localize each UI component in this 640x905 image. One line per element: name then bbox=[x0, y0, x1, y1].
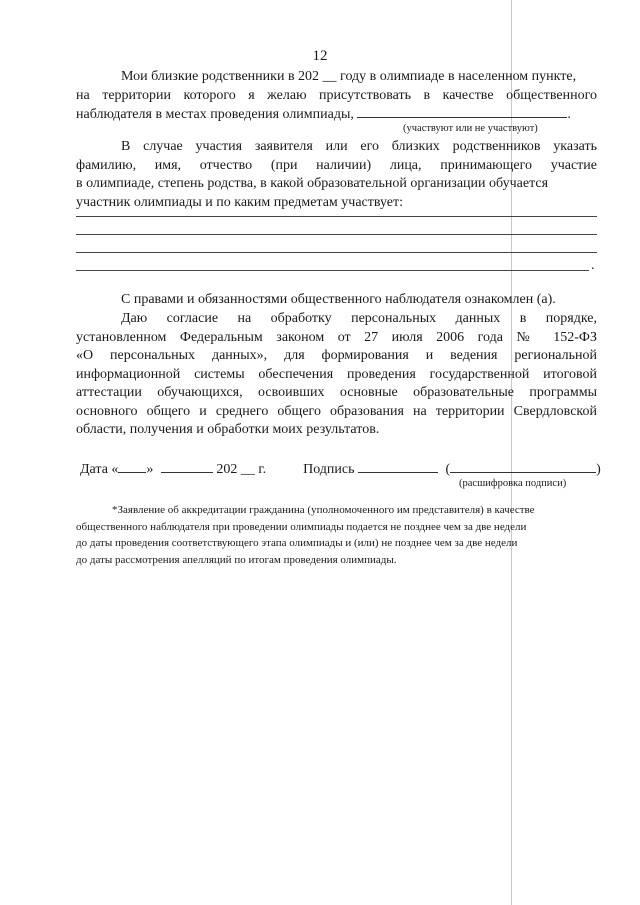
signature-row bbox=[80, 460, 601, 478]
footnote-line-4: до даты рассмотрения апелляций по итогам проведения олимпиады. bbox=[76, 553, 397, 566]
relatives-line-1: Мои близкие родственники в 202 __ году в олимпиаде в населенном пункте, bbox=[121, 69, 577, 84]
participation-line-2: фамилию, имя, отчество (при наличии) лица, принимающего участие bbox=[76, 157, 597, 173]
footnote bbox=[76, 502, 612, 568]
signature-blank[interactable] bbox=[358, 460, 438, 473]
answer-line-2[interactable] bbox=[76, 234, 597, 235]
rights-paragraph bbox=[76, 291, 597, 310]
relatives-line-3-text: наблюдателя в местах проведения олимпиады, bbox=[76, 107, 354, 122]
participation-paragraph bbox=[76, 138, 597, 212]
footnote-line-2: общественного наблюдателя при проведении олимпиады подается не позднее чем за две недели bbox=[76, 520, 527, 533]
participation-hint: (участвуют или не участвуют) bbox=[403, 123, 538, 134]
answer-line-4[interactable] bbox=[76, 270, 589, 271]
scan-fold-line bbox=[511, 0, 512, 905]
consent-line-1: Даю согласие на обработку персональных данных в порядке, bbox=[121, 311, 597, 326]
consent-line-3: «О персональных данных», для формирования и ведения региональной bbox=[76, 348, 597, 363]
participation-line-4: участник олимпиады и по каким предметам участвует: bbox=[76, 194, 404, 210]
page-number: 12 bbox=[312, 48, 328, 64]
decoding-close-paren: ) bbox=[596, 462, 601, 477]
footnote-line-3: до даты проведения соответствующего этапа олимпиады и (или) не позднее чем за две недели bbox=[76, 537, 518, 549]
consent-line-6: основного общего и среднего общего образования на территории Свердловской bbox=[76, 403, 597, 419]
relatives-line-3-end: . bbox=[567, 107, 571, 122]
relatives-line-3 bbox=[76, 105, 597, 125]
consent-line-5: аттестации обучающихся, освоивших основные образовательные программы bbox=[76, 385, 597, 400]
date-day-blank[interactable] bbox=[118, 460, 146, 473]
consent-line-7: области, получения и обработки моих результатов. bbox=[76, 422, 380, 437]
consent-paragraph bbox=[76, 310, 597, 440]
date-year: 202 __ г. bbox=[216, 462, 267, 477]
participation-blank[interactable] bbox=[357, 105, 567, 118]
answer-final-dot: . bbox=[591, 258, 595, 273]
decoding-open-paren: ( bbox=[445, 462, 451, 477]
relatives-line-2: на территории которого я желаю присутствовать в качестве общественного bbox=[76, 87, 597, 103]
answer-line-1[interactable] bbox=[76, 216, 597, 217]
date-month-blank[interactable] bbox=[161, 460, 213, 473]
date-label: Дата « bbox=[80, 462, 119, 477]
date-quote-close: » bbox=[146, 462, 154, 477]
consent-line-2: установленном Федеральным законом от 27 июля 2006 года № 152-ФЗ bbox=[76, 329, 597, 345]
participation-line-1: В случае участия заявителя или его близких родственников указать bbox=[121, 139, 597, 154]
signature-label: Подпись bbox=[303, 462, 355, 477]
relatives-paragraph bbox=[76, 68, 597, 125]
decoding-hint: (расшифровка подписи) bbox=[459, 478, 567, 489]
rights-line: С правами и обязанностями общественного наблюдателя ознакомлен (а). bbox=[121, 292, 556, 307]
signature-decoding-blank[interactable] bbox=[450, 460, 596, 473]
participation-line-3: в олимпиаде, степень родства, в какой образовательной организации обучается bbox=[76, 176, 549, 191]
consent-line-4: информационной системы обеспечения проведения государственной итоговой bbox=[76, 366, 597, 382]
answer-line-3[interactable] bbox=[76, 252, 597, 253]
footnote-line-1: *Заявление об аккредитации гражданина (уполномоченного им представителя) в качестве bbox=[112, 504, 535, 516]
